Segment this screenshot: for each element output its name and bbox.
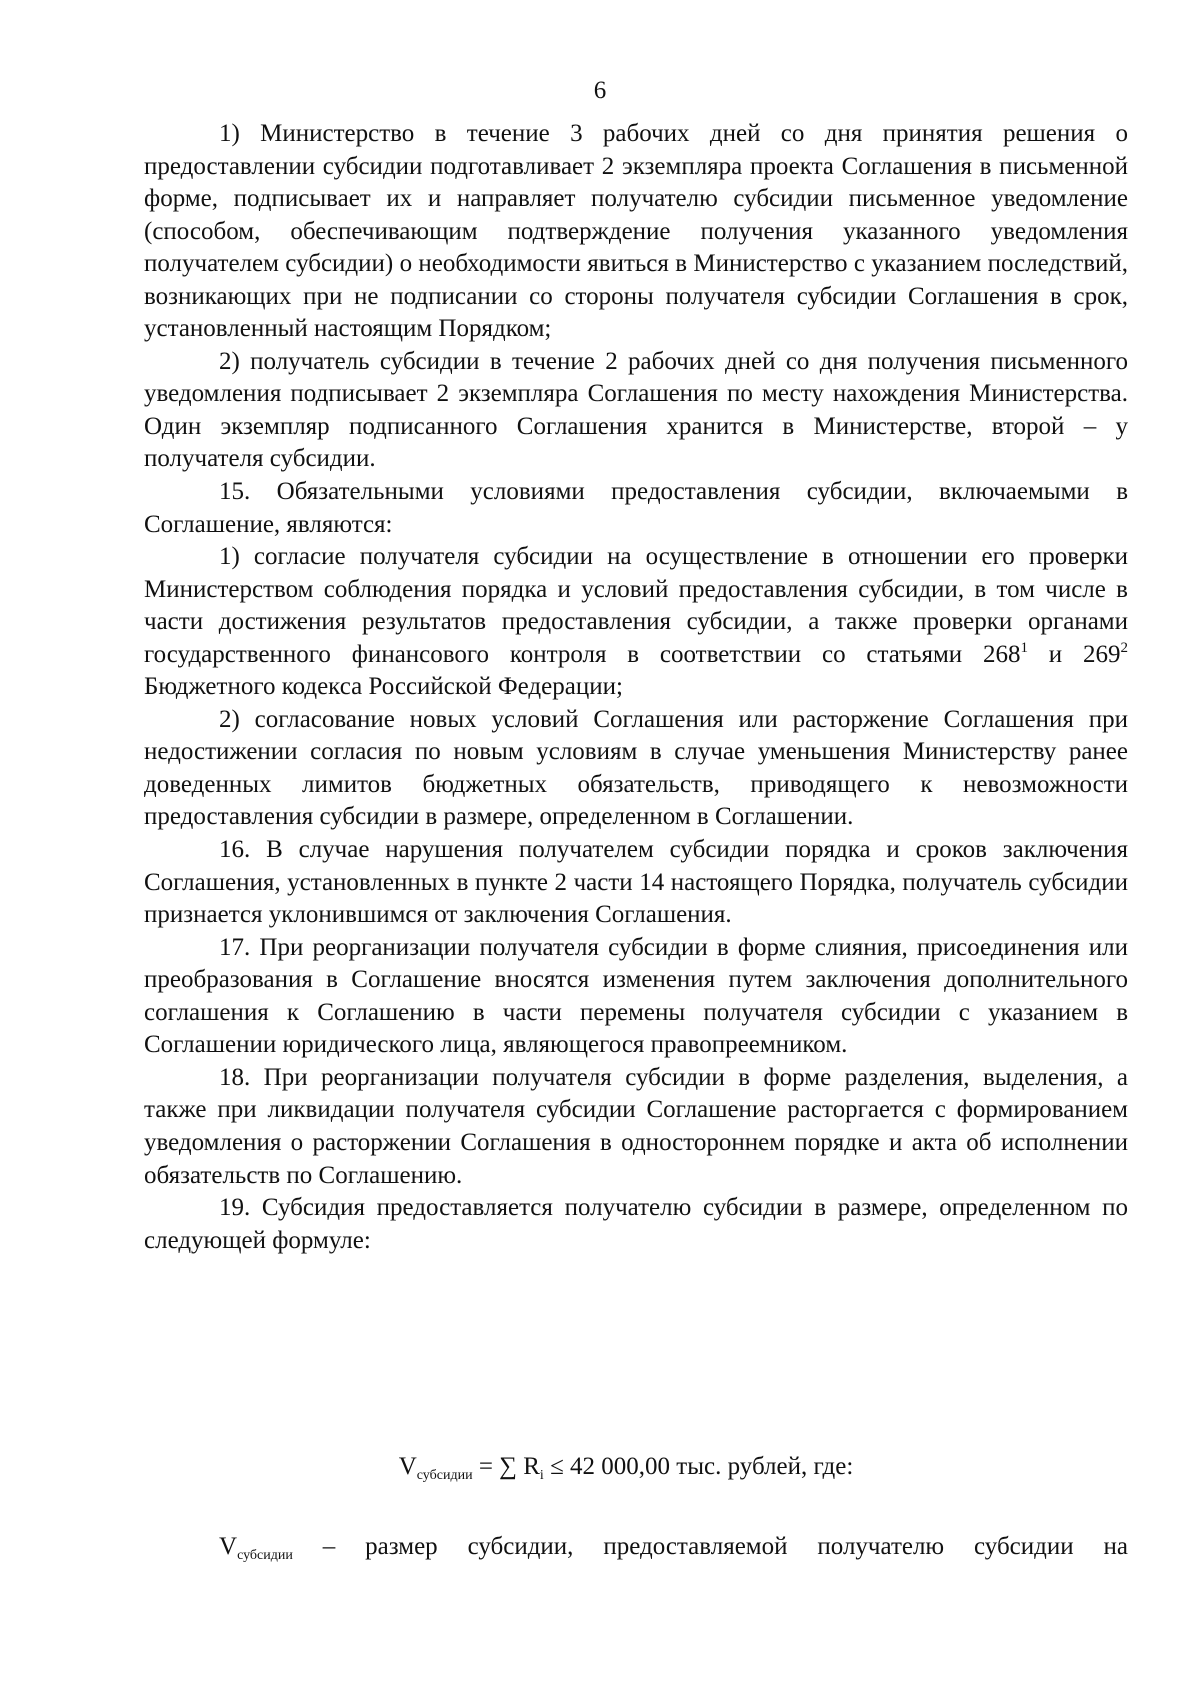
definition-v-subscript: субсидии bbox=[237, 1548, 293, 1563]
paragraph-15-1-end: Бюджетного кодекса Российской Федерации; bbox=[144, 673, 623, 701]
article-superscript-1: 1 bbox=[1020, 639, 1028, 656]
subsidy-formula bbox=[0, 1451, 1200, 1483]
paragraph-15-1-text: 1) согласие получателя субсидии на осуществление в отношении его проверки Министерством соблюдения порядка и условий предоставления субсидии, в том числе в части достижения результатов предоставления субсидии, а также проверки органами государственного финансового контроля в соответствии со статьями 268 bbox=[144, 543, 1128, 668]
paragraph-15: 15. Обязательными условиями предоставления субсидии, включаемыми в Соглашение, являются: bbox=[144, 478, 1128, 538]
formula-v: V bbox=[398, 1453, 417, 1480]
page-number: 6 bbox=[593, 77, 607, 104]
paragraph-17: 17. При реорганизации получателя субсидии в форме слияния, присоединения или преобразования в Соглашение вносятся изменения путем заключения дополнительного соглашения к Соглашению в части перемены получателя субсидии с указанием в Соглашении юридического лица, являющегося правопреемником. bbox=[144, 933, 1128, 1059]
paragraph-15-2: 2) согласование новых условий Соглашения или расторжение Соглашения при недостижении согласия по новым условиям в случае уменьшения Министерству ранее доведенных лимитов бюджетных обязательств, приводящего к невозможности предоставления субсидии в размере, определенном в Соглашении. bbox=[144, 705, 1128, 831]
paragraph-15-1-middle: и 269 bbox=[1028, 640, 1121, 668]
article-superscript-2: 2 bbox=[1120, 639, 1129, 656]
paragraph-14-1: 1) Министерство в течение 3 рабочих дней со дня принятия решения о предоставлении субсидии подготавливает 2 экземпляра проекта Соглашения в письменной форме, подписывает их и направляет получателю субсидии письменное уведомление (способом, обеспечивающим подтверждение получения указанного уведомления получателем субсидии) о необходимости явиться в Министерство с указанием последствий, возникающих при не подписании со стороны получателя субсидии Соглашения в срок, установленный настоящим Порядком; bbox=[144, 120, 1128, 343]
formula-r-subscript: i bbox=[539, 1468, 544, 1483]
document-body bbox=[144, 118, 1128, 1257]
formula-v-subscript: субсидии bbox=[416, 1468, 473, 1483]
formula-limit: ≤ 42 000,00 тыс. рублей, где: bbox=[543, 1453, 854, 1480]
paragraph-18: 18. При реорганизации получателя субсидии в форме разделения, выделения, а также при ликвидации получателя субсидии Соглашение расторгается с формированием уведомления о расторжении Соглашения в одностороннем порядке и акта об исполнении обязательств по Соглашению. bbox=[144, 1063, 1128, 1189]
paragraph-15-1 bbox=[144, 541, 1128, 704]
paragraph-19: 19. Субсидия предоставляется получателю субсидии в размере, определенном по следующей формуле: bbox=[144, 1194, 1128, 1254]
paragraph-14-2: 2) получатель субсидии в течение 2 рабочих дней со дня получения письменного уведомления подписывает 2 экземпляра Соглашения по месту нахождения Министерства. Один экземпляр подписанного Соглашения хранится в Министерстве, второй – у получателя субсидии. bbox=[144, 347, 1128, 473]
definition-text: – размер субсидии, предоставляемой получателю субсидии на bbox=[292, 1533, 1128, 1560]
formula-sum: = ∑ R bbox=[472, 1453, 540, 1480]
paragraph-16: 16. В случае нарушения получателем субсидии порядка и сроков заключения Соглашения, установленных в пункте 2 части 14 настоящего Порядка, получатель субсидии признается уклонившимся от заключения Соглашения. bbox=[144, 836, 1128, 929]
definition-v: V bbox=[219, 1533, 238, 1560]
formula-definition bbox=[144, 1531, 1128, 1563]
